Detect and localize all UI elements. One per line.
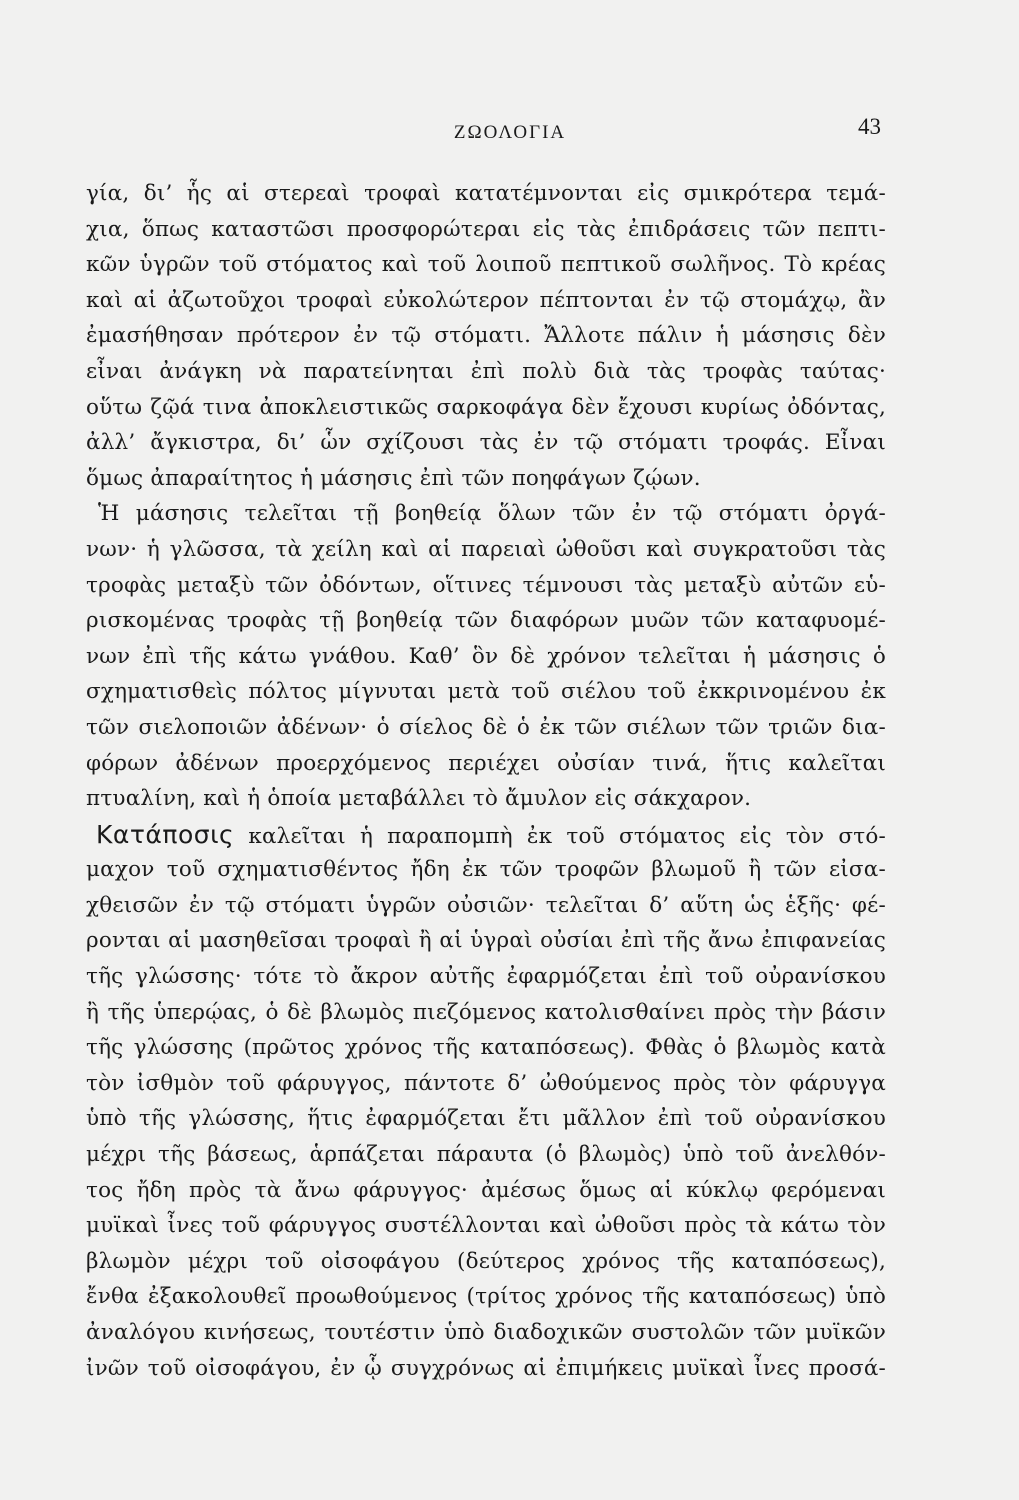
text-line: τος ἤδη πρὸς τὰ ἄνω φάρυγγος· ἀμέσως ὅμως αἱ κύκλῳ φερόμεναι xyxy=(86,1177,886,1203)
text-line: μέχρι τῆς βάσεως, ἁρπάζεται πάραυτα (ὁ βλωμὸς) ὑπὸ τοῦ ἀνελθόν- xyxy=(86,1142,886,1168)
text-line: τῆς γλώσσης· τότε τὸ ἄκρον αὐτῆς ἐφαρμόζεται ἐπὶ τοῦ οὐρανίσκου xyxy=(86,964,886,990)
text-line: πτυαλίνη, καὶ ἡ ὁποία μεταβάλλει τὸ ἄμυλον εἰς σάκχαρον. xyxy=(86,786,752,812)
text-line: ἀλλ’ ἄγκιστρα, δι’ ὧν σχίζουσι τὰς ἐν τῷ στόματι τροφάς. Εἶναι xyxy=(86,430,886,456)
text-line: γία, δι’ ἧς αἱ στερεαὶ τροφαὶ κατατέμνονται εἰς σμικρότερα τεμά- xyxy=(86,181,886,206)
body-text xyxy=(86,176,886,1386)
text-line: χια, ὅπως καταστῶσι προσφορώτεραι εἰς τὰς ἐπιδράσεις τῶν πεπτι- xyxy=(86,216,886,242)
text-line: οὕτω ζῷά τινα ἀποκλειστικῶς σαρκοφάγα δὲν ἔχουσι κυρίως ὀδόντας, xyxy=(86,394,886,420)
text-line: Ἡ μάσησις τελεῖται τῇ βοηθείᾳ ὅλων τῶν ἐν τῷ στόματι ὀργά- xyxy=(98,501,886,527)
text-line: τῆς γλώσσης (πρῶτος χρόνος τῆς καταπόσεως). Φθὰς ὁ βλωμὸς κατὰ xyxy=(86,1035,886,1061)
text-line: νων ἐπὶ τῆς κάτω γνάθου. Καθ’ ὃν δὲ χρόνον τελεῖται ἡ μάσησις ὁ xyxy=(86,643,886,669)
running-head xyxy=(0,112,1019,152)
text-line: κῶν ὑγρῶν τοῦ στόματος καὶ τοῦ λοιποῦ πεπτικοῦ σωλῆνος. Τὸ κρέας xyxy=(86,252,886,278)
text-line: τροφὰς μεταξὺ τῶν ὀδόντων, οἵτινες τέμνουσι τὰς μεταξὺ αὐτῶν εὑ- xyxy=(86,572,886,598)
page-number: 43 xyxy=(858,114,881,139)
text-line: φόρων ἀδένων προερχόμενος περιέχει οὐσίαν τινά, ἥτις καλεῖται xyxy=(86,750,886,776)
text-line: νων· ἡ γλῶσσα, τὰ χείλη καὶ αἱ παρειαὶ ὠθοῦσι καὶ συγκρατοῦσι τὰς xyxy=(86,536,886,562)
text-line: ἔνθα ἐξακολουθεῖ προωθούμενος (τρίτος χρόνος τῆς καταπόσεως) ὑπὸ xyxy=(86,1284,886,1310)
text-line: καὶ αἱ ἀζωτοῦχοι τροφαὶ εὐκολώτερον πέπτονται ἐν τῷ στομάχῳ, ἂν xyxy=(86,287,886,313)
text-line: τὸν ἰσθμὸν τοῦ φάρυγγος, πάντοτε δ’ ὠθούμενος πρὸς τὸν φάρυγγα xyxy=(86,1070,886,1096)
text-line: ρισκομένας τροφὰς τῇ βοηθείᾳ τῶν διαφόρων μυῶν τῶν καταφυομέ- xyxy=(86,608,886,634)
text-line: εἶναι ἀνάγκη νὰ παρατείνηται ἐπὶ πολὺ διὰ τὰς τροφὰς ταύτας· xyxy=(86,358,886,384)
text-line: ἰνῶν τοῦ οἰσοφάγου, ἐν ᾧ συγχρόνως αἱ ἐπιμήκεις μυϊκαὶ ἶνες προσά- xyxy=(86,1355,886,1381)
text-line: τῶν σιελοποιῶν ἀδένων· ὁ σίελος δὲ ὁ ἐκ τῶν σιέλων τῶν τριῶν δια- xyxy=(86,714,886,740)
text-line: ὅμως ἀπαραίτητος ἡ μάσησις ἐπὶ τῶν ποηφάγων ζῴων. xyxy=(86,465,701,491)
text-line: χθεισῶν ἐν τῷ στόματι ὑγρῶν οὐσιῶν· τελεῖται δ’ αὕτη ὡς ἑξῆς· φέ- xyxy=(86,892,886,918)
text-line-rest: καλεῖται ἡ παραπομπὴ ἐκ τοῦ στόματος εἰς τὸν στό- xyxy=(234,823,886,849)
text-line: ὑπὸ τῆς γλώσσης, ἥτις ἐφαρμόζεται ἔτι μᾶλλον ἐπὶ τοῦ οὐρανίσκου xyxy=(86,1106,886,1132)
text-line: ἐμασήθησαν πρότερον ἐν τῷ στόματι. Ἄλλοτε πάλιν ἡ μάσησις δὲν xyxy=(86,323,886,349)
text-line: ρονται αἱ μασηθεῖσαι τροφαὶ ἢ αἱ ὑγραὶ οὐσίαι ἐπὶ τῆς ἄνω ἐπιφανείας xyxy=(86,928,886,954)
text-line: σχηματισθεὶς πόλτος μίγνυται μετὰ τοῦ σιέλου τοῦ ἐκκρινομένου ἐκ xyxy=(86,679,886,705)
text-line: ἢ τῆς ὑπερῴας, ὁ δὲ βλωμὸς πιεζόμενος κατολισθαίνει πρὸς τὴν βάσιν xyxy=(86,999,886,1025)
lead-term: Κατάποσις xyxy=(96,819,235,849)
text-line xyxy=(86,817,886,853)
page-header-title: ΖΩΟΛΟΓΙΑ xyxy=(453,122,567,143)
text-line: μυϊκαὶ ἶνες τοῦ φάρυγγος συστέλλονται καὶ ὠθοῦσι πρὸς τὰ κάτω τὸν xyxy=(86,1213,886,1239)
text-line: βλωμὸν μέχρι τοῦ οἰσοφάγου (δεύτερος χρόνος τῆς καταπόσεως), xyxy=(86,1248,886,1274)
text-line: μαχον τοῦ σχηματισθέντος ἤδη ἐκ τῶν τροφῶν βλωμοῦ ἢ τῶν εἰσα- xyxy=(86,857,886,883)
text-line: ἀναλόγου κινήσεως, τουτέστιν ὑπὸ διαδοχικῶν συστολῶν τῶν μυϊκῶν xyxy=(86,1320,886,1345)
